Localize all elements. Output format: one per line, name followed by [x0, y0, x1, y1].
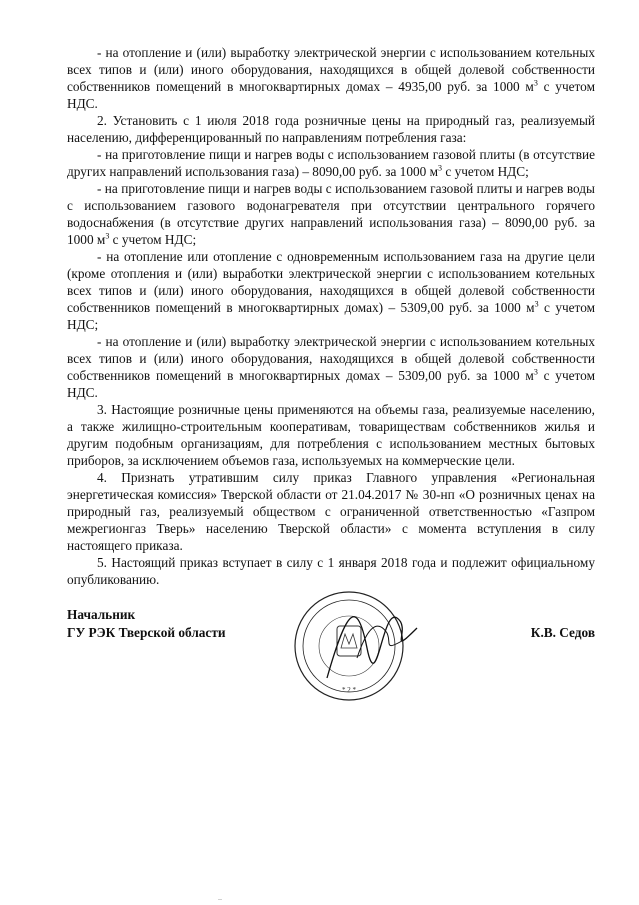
official-seal [287, 588, 427, 708]
paragraph: - на приготовление пищи и нагрев воды с использованием газовой плиты и нагрев воды с использованием газового водонагревателя при отсутствии центрального горячего водоснабжения (в отсутствие других направлений использования газа) – 8090,00 руб. за 1000 $м^3$ с учетом НДС; [67, 181, 595, 247]
position-line-1: Начальник [67, 607, 136, 622]
paragraph: - на отопление и (или) выработку электрической энергии с использованием котельных всех типов и (или) иного оборудования, находящихся в общей долевой собственности собственников помещений в многоквартирных домах – 4935,00 руб. за 1000 $м^3$ с учетом НДС. [67, 45, 595, 111]
paragraph: - на приготовление пищи и нагрев воды с использованием газовой плиты (в отсутствие других направлений использования газа) – 8090,00 руб. за 1000 $м^3$ с учетом НДС; [67, 147, 595, 179]
paragraph: - на отопление или отопление с одновременным использованием газа на другие цели (кроме отопления и (или) выработки электрической энергии с использованием котельных всех типов и (или) иного оборудования, находящихся в общей долевой собственности собственников помещений в многоквартирных домах) – 5309,00 руб. за 1000 $м^3$ с учетом НДС; [67, 249, 596, 332]
signature-block [67, 606, 595, 706]
signatory-position [67, 606, 226, 642]
paragraph: 4. Признать утратившим силу приказ Главного управления «Региональная энергетическая комиссия» Тверской области от 21.04.2017 № 30-нп «О розничных ценах на природный газ, реализуемый обществом с ограниченной ответственностью «Газпром межрегионгаз Тверь» населению Тверской области» с момента вступления в силу настоящего приказа. [67, 470, 595, 553]
paragraph: - на отопление и (или) выработку электрической энергии с использованием котельных всех типов и (или) иного оборудования, находящихся в общей долевой собственности собственников помещений в многоквартирных домах – 5309,00 руб. за 1000 $м^3$ с учетом НДС. [67, 334, 595, 400]
position-line-2: ГУ РЭК Тверской области [67, 625, 226, 640]
paragraph: 2. Установить с 1 июля 2018 года розничные цены на природный газ, реализуемый населению, дифференцированный по направлениям потребления газа: [67, 113, 595, 145]
coat-of-arms-icon [337, 626, 361, 656]
document-body [67, 44, 595, 588]
footer-mark: .. [218, 893, 222, 902]
paragraph: 5. Настоящий приказ вступает в силу с 1 января 2018 года и подлежит официальному опубликованию. [67, 555, 595, 587]
seal-number: * 2 * [342, 686, 356, 694]
paragraph: 3. Настоящие розничные цены применяются на объемы газа, реализуемые населению, а также жилищно-строительным кооперативам, товариществам собственников жилья и другим подобным организациям, для потребления с использованием местных бытовых приборов, за исключением объемов газа, используемых на коммерческие цели. [67, 402, 595, 468]
paragraph-list [67, 44, 595, 588]
signatory-name: К.В. Седов [530, 625, 595, 640]
